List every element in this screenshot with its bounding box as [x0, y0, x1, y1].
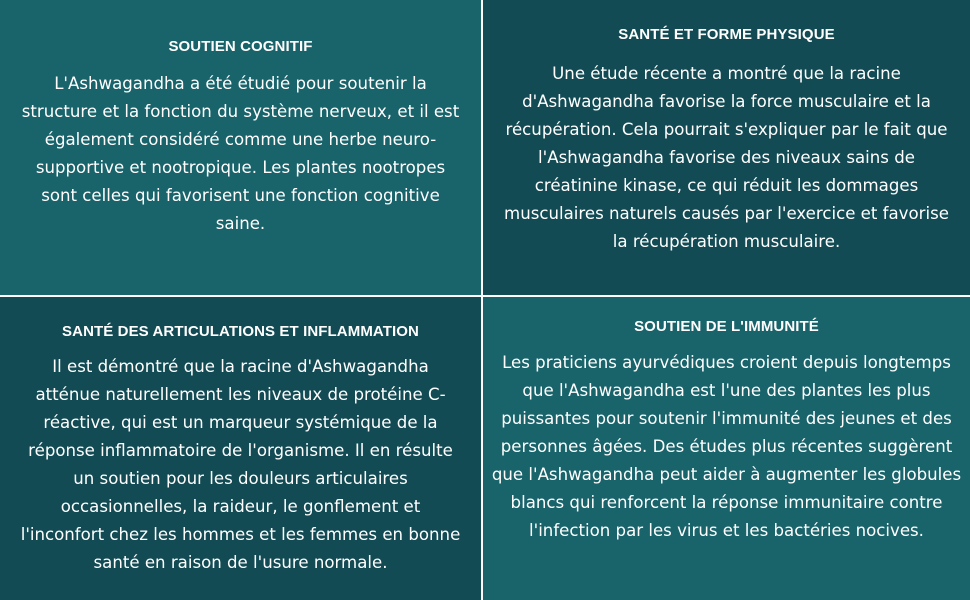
panel-title: SOUTIEN COGNITIF: [168, 38, 313, 55]
panel-text: Les praticiens ayurvédiques croient depuis longtemps que l'Ashwagandha est l'une des plantes les plus puissantes pour soutenir l'immunité des jeunes et des personnes âgées. Des études plus récentes suggèrent que l'Ashwagandha peut aider à augmenter les globules blancs qui renforcent la réponse immunitaire contre l'infection par les virus et les bactéries nocives.: [491, 353, 962, 540]
panel-text: Une étude récente a montré que la racine d'Ashwagandha favorise la force musculaire et la récupération. Cela pourrait s'expliquer par le fait que l'Ashwagandha favorise des niveaux sains de créatinine kinase, ce qui réduit les dommages musculaires naturels causés par l'exercice et favorise la récupération musculaire.: [504, 64, 949, 251]
panel-immune-support: [483, 297, 970, 600]
panel-title: SOUTIEN DE L'IMMUNITÉ: [634, 318, 819, 335]
panel-text: Il est démontré que la racine d'Ashwagandha atténue naturellement les niveaux de protéine C-réactive, qui est un marqueur systémique de la réponse inflammatoire de l'organisme. Il en résulte un soutien pour les douleurs articulaires occasionnelles, la raideur, le gonflement et l'inconfort chez les hommes et les femmes en bonne santé en raison de l'usure normale.: [20, 357, 461, 572]
panel-joint-health: [0, 297, 481, 600]
panel-health-fitness: [483, 0, 970, 295]
panel-title: SANTÉ DES ARTICULATIONS ET INFLAMMATION: [62, 323, 419, 340]
panel-cognitive-support: [0, 0, 481, 295]
panel-title: SANTÉ ET FORME PHYSIQUE: [618, 26, 835, 43]
panel-text: L'Ashwagandha a été étudié pour soutenir la structure et la fonction du système nerveux, et il est également considéré comme une herbe neuro-supportive et nootropique. Les plantes nootropes sont celles qui favorisent une fonction cognitive saine.: [21, 74, 460, 233]
